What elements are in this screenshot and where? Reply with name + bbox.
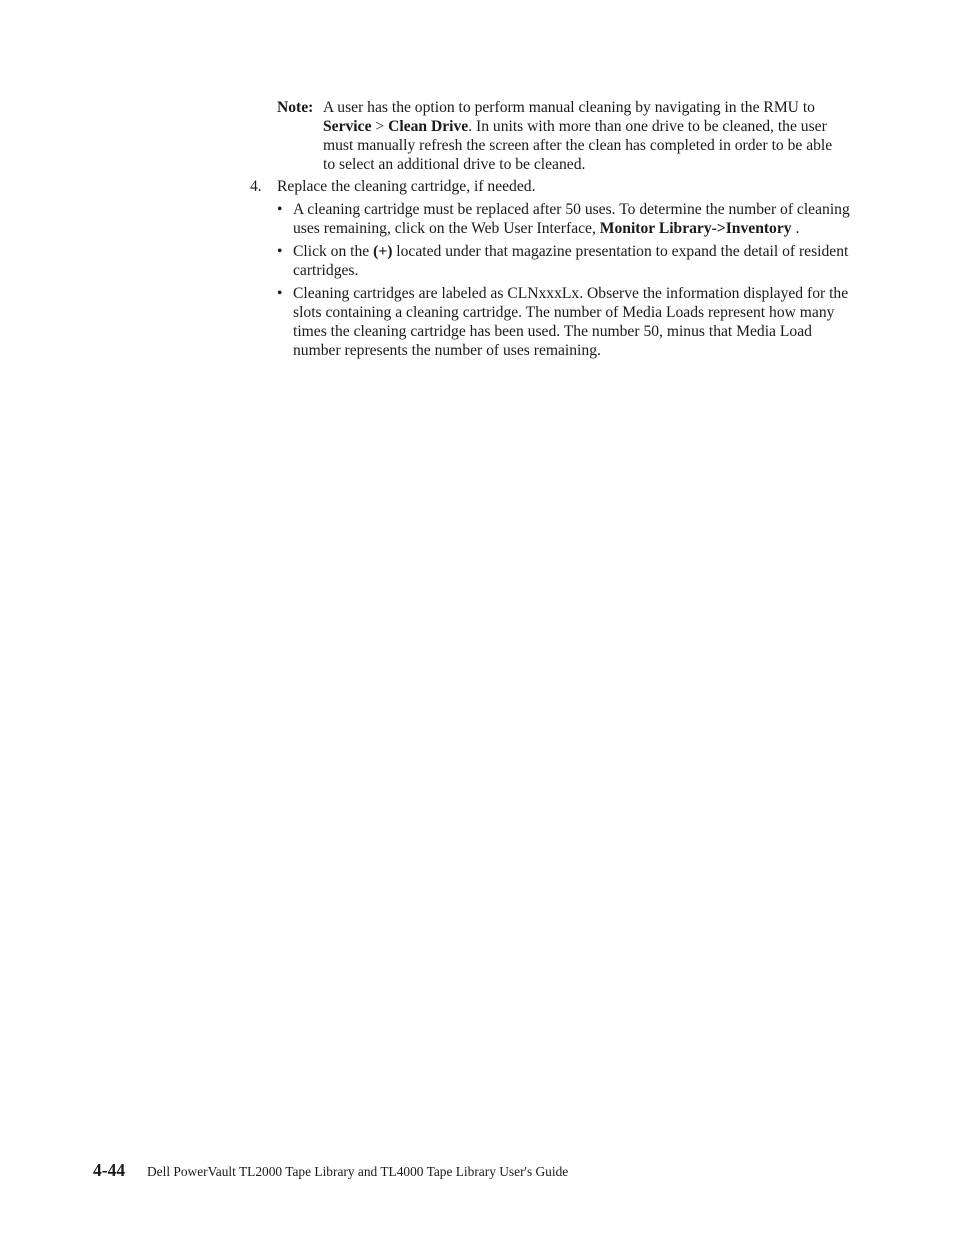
- step-number: 4.: [250, 178, 262, 195]
- bullet-3-text: Cleaning cartridges are labeled as CLNxxxLx. Observe the information displayed for the slots containing a cleaning cartridge. The number of Media Loads represent how many times the cleaning cartridge has been used. The number 50, minus that Media Load number represents the number of uses remaining.: [293, 285, 849, 359]
- clean-drive-menu-label: Clean Drive: [388, 118, 469, 135]
- page-number: 4-44: [93, 1160, 126, 1180]
- bullet-1-end: .: [791, 220, 800, 237]
- document-title: Dell PowerVault TL2000 Tape Library and TL4000 Tape Library User's Guide: [146, 1164, 569, 1179]
- bullet-icon: •: [277, 285, 283, 302]
- list-item: [277, 242, 852, 280]
- list-item: [277, 284, 852, 360]
- bullet-text: [293, 200, 852, 238]
- note-text-part-1: A user has the option to perform manual cleaning by navigating in the RMU to: [323, 99, 815, 116]
- expand-plus-label: (+): [373, 243, 393, 260]
- menu-separator: >: [371, 118, 389, 135]
- bullet-2-text-1: Click on the: [293, 243, 374, 260]
- bullet-1-text: A cleaning cartridge must be replaced after 50 uses. To determine the number of cleaning uses remaining, click on the Web User Interface,: [293, 201, 850, 237]
- bullet-text: [293, 242, 852, 280]
- note-text-part-2: . In units with more than one drive to be cleaned, the user must manually refresh the screen after the clean has completed in order to be able to select an additional drive to be cleaned.: [323, 118, 833, 173]
- page-footer: [93, 1161, 568, 1181]
- bullet-icon: •: [277, 201, 283, 218]
- note-text: [323, 98, 847, 174]
- service-menu-label: Service: [323, 118, 372, 135]
- note-label: Note:: [277, 99, 314, 116]
- list-item: [277, 200, 852, 238]
- step-text: Replace the cleaning cartridge, if needed.: [277, 178, 536, 195]
- bullet-list: [277, 200, 852, 364]
- bullet-2-text-2: located under that magazine presentation to expand the detail of resident cartridges.: [293, 243, 849, 279]
- bullet-icon: •: [277, 243, 283, 260]
- monitor-inventory-path: Monitor Library->Inventory: [599, 220, 792, 237]
